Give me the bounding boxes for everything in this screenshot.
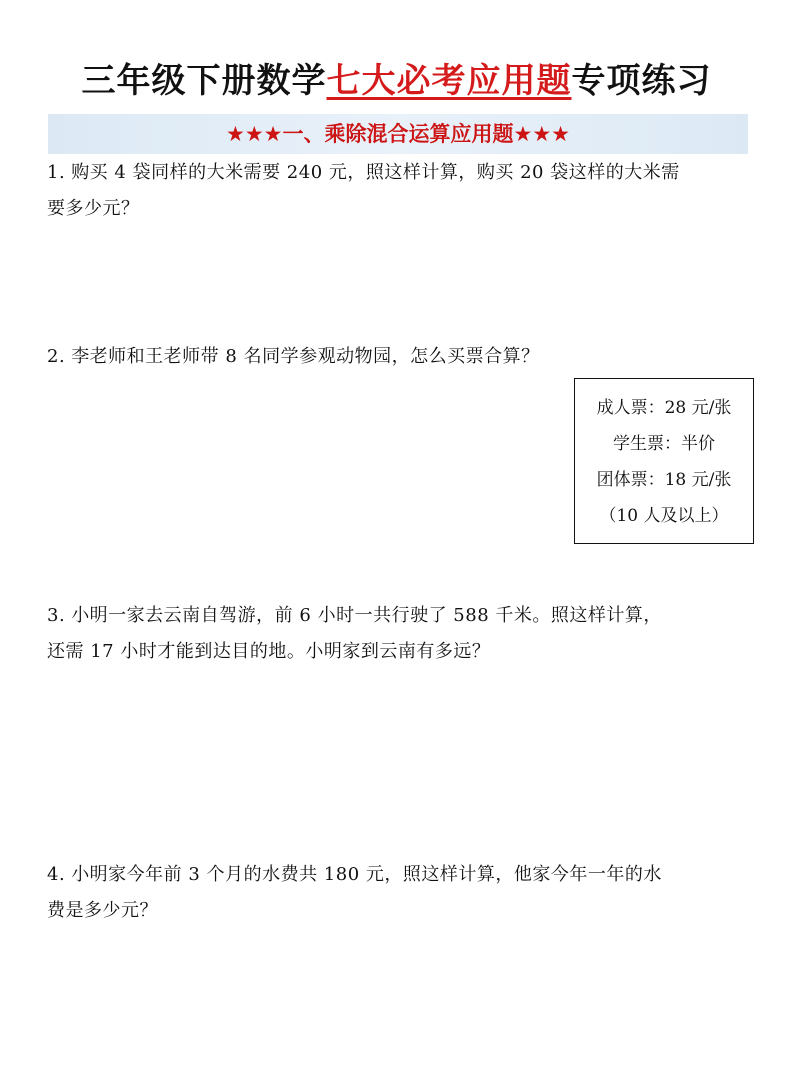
question-1 [47,155,753,227]
title-highlight: 七大必考应用题 [326,61,572,101]
question-4-text-2: 费是多少元？ [47,900,158,921]
question-3-number: 3. [47,605,66,626]
ticket-adult-price: 成人票：28 元/张 [596,398,732,418]
question-3-text-1: 小明一家去云南自驾游，前 6 小时一共行驶了 588 千米。照这样计算， [71,605,662,626]
question-1-text-1: 购买 4 袋同样的大米需要 240 元，照这样计算，购买 20 袋这样的大米需 [71,162,680,183]
page-title [0,58,793,104]
question-4-text-1: 小明家今年前 3 个月的水费共 180 元，照这样计算，他家今年一年的水 [71,864,662,885]
title-suffix: 专项练习 [571,61,712,101]
question-1-number: 1. [47,162,66,183]
question-4 [47,857,753,929]
section-heading: ★★★一、乘除混合运算应用题★★★ [48,114,748,154]
ticket-student-price: 学生票：半价 [613,434,715,454]
question-1-line-1 [47,155,753,191]
ticket-group-price: 团体票：18 元/张 [596,470,732,490]
ticket-price-box [574,378,754,544]
question-4-line-1 [47,857,753,893]
question-2-line-1 [47,339,753,375]
question-3 [47,598,753,670]
question-2-number: 2. [47,346,66,367]
question-3-line-1 [47,598,753,634]
ticket-group-note: （10 人及以上） [599,506,729,526]
title-prefix: 三年级下册数学 [81,61,327,101]
question-1-text-2: 要多少元？ [47,198,140,219]
question-2-text-1: 李老师和王老师带 8 名同学参观动物园，怎么买票合算？ [71,346,540,367]
question-2 [47,339,753,375]
question-3-text-2: 还需 17 小时才能到达目的地。小明家到云南有多远？ [47,641,491,662]
question-4-number: 4. [47,864,66,885]
